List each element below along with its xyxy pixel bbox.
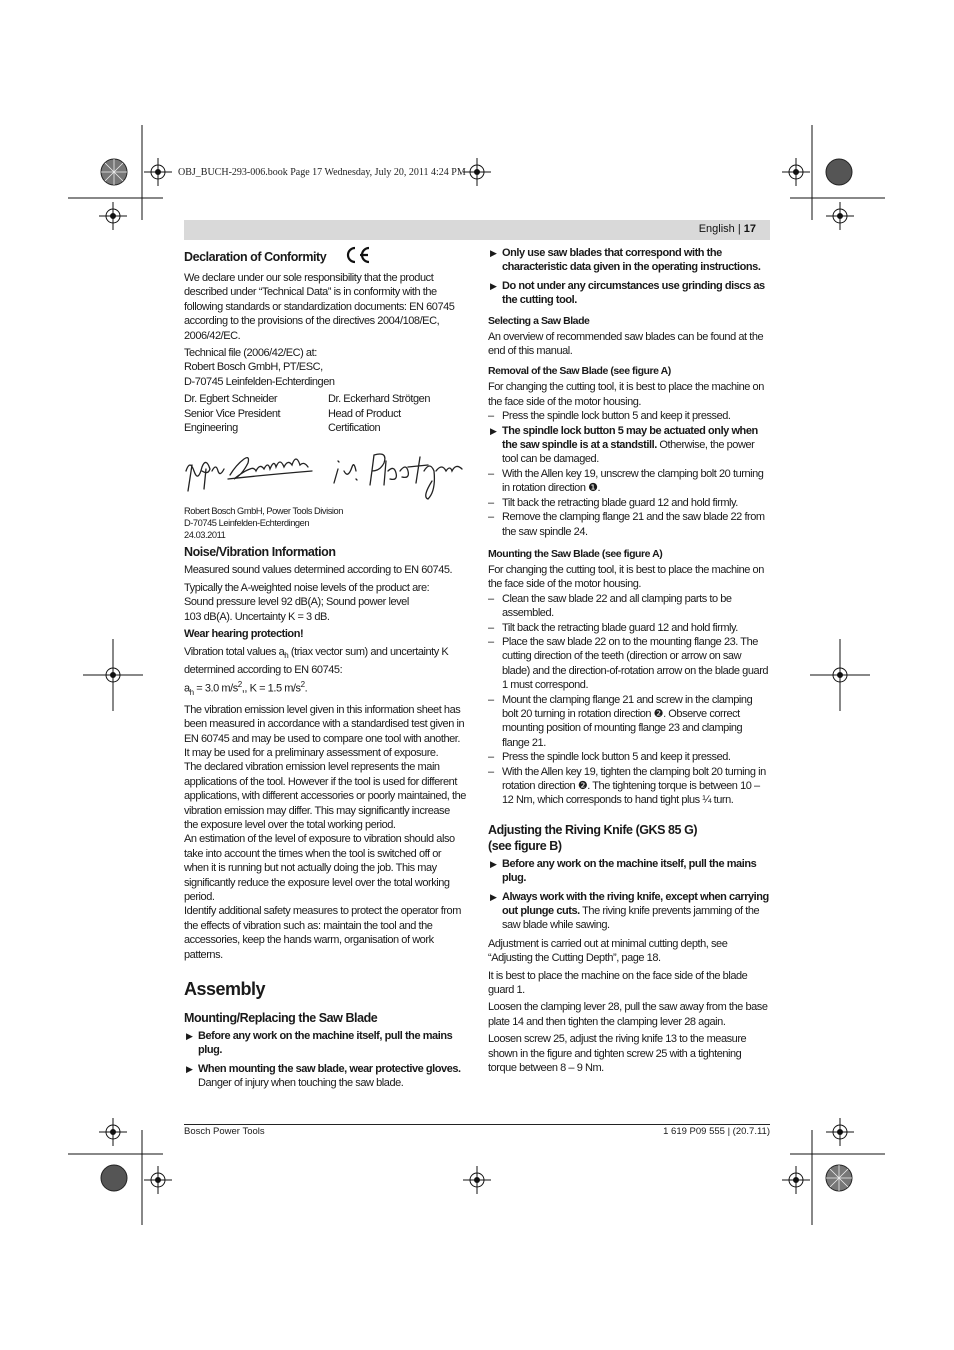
handwritten-signatures bbox=[184, 441, 466, 501]
noise-text-1: Measured sound values determined according to EN 60745. bbox=[184, 564, 453, 577]
declaration-title: Declaration of Conformity bbox=[184, 250, 327, 264]
riving-text-1: Adjustment is carried out at minimal cutting depth, see “Adjusting the Cutting Depth”, page 18. bbox=[488, 937, 728, 965]
warning-item: ▶ Do not under any circumstances use grinding discs as the cutting tool. bbox=[490, 279, 765, 307]
list-item: – With the Allen key 19, tighten the clamping bolt 20 turning in rotation direction ❷. The tightening torque is between 10 – 12 Nm, which corresponds to hand tight plus ¼ turn. bbox=[488, 765, 766, 807]
list-item: – With the Allen key 19, unscrew the clamping bolt 20 turning in rotation direction ❶. bbox=[488, 467, 764, 495]
list-item: – Tilt back the retracting blade guard 12 and hold firmly. bbox=[488, 496, 738, 509]
mounting-intro: For changing the cutting tool, it is best to place the machine on the face side of the motor housing. bbox=[488, 563, 764, 591]
riving-text-2: It is best to place the machine on the face side of the blade guard 1. bbox=[488, 969, 748, 997]
print-info: OBJ_BUCH-293-006.book Page 17 Wednesday, July 20, 2011 4:24 PM bbox=[178, 167, 466, 178]
selecting-heading: Selecting a Saw Blade bbox=[488, 314, 590, 327]
arrow-icon: ▶ bbox=[186, 1031, 193, 1042]
removal-heading: Removal of the Saw Blade (see figure A) bbox=[488, 365, 671, 378]
selecting-text: An overview of recommended saw blades can be found at the end of this manual. bbox=[488, 330, 764, 358]
riving-knife-heading: Adjusting the Riving Knife (GKS 85 G) (see figure B) bbox=[488, 822, 698, 853]
list-item: – Tilt back the retracting blade guard 12 and hold firmly. bbox=[488, 621, 738, 634]
warning-item: ▶ Before any work on the machine itself, pull the mains plug. bbox=[490, 857, 757, 885]
list-item: – Mount the clamping flange 21 and screw in the clamping bolt 20 turning in rotation direction ❷. Observe correct mounting position of mounting flange 23 and clamping flange 21. bbox=[488, 693, 753, 749]
signatory-1: Dr. Egbert Schneider Senior Vice President Engineering bbox=[184, 393, 281, 435]
list-item: – Clean the saw blade 22 and all clamping parts to be assembled. bbox=[488, 592, 732, 620]
riving-text-4: Loosen screw 25, adjust the riving knife 13 to the measure shown in the figure and tighten screw 25 with a tightening torque between 8 – 9 Nm. bbox=[488, 1033, 747, 1075]
arrow-icon: ▶ bbox=[490, 858, 497, 869]
arrow-icon: ▶ bbox=[490, 425, 497, 436]
noise-heading: Noise/Vibration Information bbox=[184, 545, 336, 560]
warning-item: ▶ Only use saw blades that correspond with the characteristic data given in the operating instructions. bbox=[490, 247, 761, 274]
footer-code: 1 619 P09 555 | (20.7.11) bbox=[663, 1126, 770, 1137]
mounting-replacing-heading: Mounting/Replacing the Saw Blade bbox=[184, 1011, 378, 1026]
hearing-protection-note: Wear hearing protection! bbox=[184, 628, 304, 641]
footer-rule bbox=[184, 1124, 770, 1125]
riving-text-3: Loosen the clamping lever 28, pull the saw away from the base plate 14 and then tighten the clamping lever 28 again. bbox=[488, 1001, 768, 1028]
footer-brand: Bosch Power Tools bbox=[184, 1126, 265, 1137]
list-item: – Place the saw blade 22 on to the mounting flange 23. The cutting direction of the teeth (direction or arrow on saw blade) and the direction-of-rotation arrow on the blade guard 1 must correspond. bbox=[488, 635, 769, 692]
warning-item: ▶ When mounting the saw blade, wear protective gloves. Danger of injury when touching the saw blade. bbox=[186, 1062, 461, 1090]
left-column bbox=[184, 246, 466, 1095]
list-item: – Press the spindle lock button 5 and keep it pressed. bbox=[488, 410, 731, 423]
noise-levels: Typically the A-weighted noise levels of the product are: Sound pressure level 92 dB(A); Sound power level 103 dB(A). Uncertainty K = 3 dB. bbox=[184, 581, 430, 623]
declaration-heading bbox=[184, 246, 466, 268]
signatory-2: Dr. Eckerhard Strötgen Head of Product Certification bbox=[328, 393, 430, 435]
vibration-text-1: The vibration emission level given in this information sheet has been measured in accordance with a standardised test given in EN 60745 and may be used to compare one tool with another. It may be used for a preliminary assessment of exposure. bbox=[184, 703, 465, 759]
arrow-icon: ▶ bbox=[186, 1063, 193, 1074]
signatories bbox=[184, 392, 466, 435]
list-item: – Remove the clamping flange 21 and the saw blade 22 from the saw spindle 24. bbox=[488, 511, 765, 538]
page-number: 17 bbox=[743, 223, 756, 235]
header-separator: | bbox=[734, 223, 744, 235]
arrow-icon: ▶ bbox=[490, 248, 497, 258]
warning-item: ▶ Always work with the riving knife, except when carrying out plunge cuts. The riving knife prevents jamming of the saw blade while sawing. bbox=[490, 890, 769, 932]
declaration-text: We declare under our sole responsibility that the product described under “Technical Data” is in conformity with the following standards or standardization documents: EN 60745 according to the provisions of the directives 2004/108/EC, 2006/42/EC. bbox=[184, 272, 455, 342]
division-address: Robert Bosch GmbH, Power Tools Division D-70745 Leinfelden-Echterdingen 24.03.2011 bbox=[184, 506, 343, 541]
ce-mark-icon bbox=[343, 246, 371, 268]
header-language: English bbox=[698, 223, 735, 235]
vibration-values: Vibration total values $a_h$ (triax vector sum) and uncertainty K determined according to EN 60745: $a_h = 3.0$ $m/s^2$,, K = 1.5 $m/s^2$. bbox=[184, 645, 449, 697]
assembly-heading: Assembly bbox=[184, 979, 266, 1000]
page-header bbox=[184, 220, 770, 240]
header-text bbox=[699, 223, 756, 235]
arrow-icon: ▶ bbox=[490, 891, 497, 902]
list-item: – Press the spindle lock button 5 and keep it pressed. bbox=[488, 751, 731, 764]
mounting-heading: Mounting the Saw Blade (see figure A) bbox=[488, 547, 663, 560]
vibration-text-3: An estimation of the level of exposure to vibration should also take into account the times when the tool is switched off or when it is running but not actually doing the job. This may significantly reduce the exposure level over the total working period. bbox=[184, 833, 455, 904]
vibration-text-2: The declared vibration emission level represents the main applications of the tool. However if the tool is used for different applications, with different accessories or poorly maintained, the vibration emission may differ. This may significantly increase the exposure level over the total working period. bbox=[184, 761, 466, 831]
right-column bbox=[488, 246, 770, 1079]
warning-item: ▶ Before any work on the machine itself, pull the mains plug. bbox=[186, 1030, 453, 1057]
warning-item: ▶ The spindle lock button 5 may be actuated only when the saw spindle is at a standstill. Otherwise, the power tool can be damaged. bbox=[490, 424, 758, 466]
removal-intro: For changing the cutting tool, it is best to place the machine on the face side of the motor housing. bbox=[488, 381, 764, 408]
vibration-text-4: Identify additional safety measures to protect the operator from the effects of vibration such as: maintain the tool and the accessories, keep the hands warm, organisation of work patterns. bbox=[184, 905, 461, 961]
technical-file: Technical file (2006/42/EC) at: Robert Bosch GmbH, PT/ESC, D-70745 Leinfelden-Echterdingen bbox=[184, 347, 335, 388]
arrow-icon: ▶ bbox=[490, 280, 497, 291]
